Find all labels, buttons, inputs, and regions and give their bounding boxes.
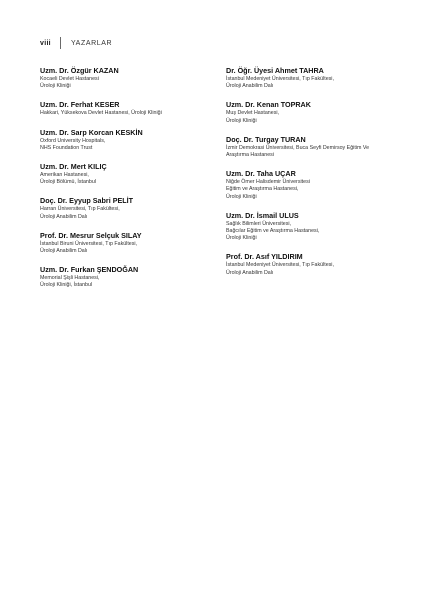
author-affiliation-line: Araştırma Hastanesi xyxy=(226,152,274,159)
author-affiliation-line: Üroloji Anabilim Dalı xyxy=(226,269,274,276)
authors-left-column xyxy=(40,66,210,300)
author-name: Prof. Dr. Asıf YILDIRIM xyxy=(226,252,303,262)
author-name: Doç. Dr. Turgay TURAN xyxy=(226,134,306,144)
author-name: Dr. Öğr. Üyesi Ahmet TAHRA xyxy=(226,66,324,75)
author-entry xyxy=(40,265,210,289)
author-name: Uzm. Dr. Kenan TOPRAK xyxy=(226,100,311,110)
author-name: Uzm. Dr. Furkan ŞENDOĞAN xyxy=(40,265,139,275)
author-entry xyxy=(40,162,210,186)
authors-right-column xyxy=(226,66,416,287)
author-entry xyxy=(40,231,210,255)
page-number: viii xyxy=(40,39,51,47)
author-entry xyxy=(40,128,210,152)
author-name: Uzm. Dr. Ferhat KESER xyxy=(40,100,120,110)
author-affiliation-line: Kocaeli Devlet Hastanesi xyxy=(40,76,99,82)
author-affiliation-line: Üroloji Anabilim Dalı xyxy=(226,83,274,90)
author-affiliation-line: Memorial Şişli Hastanesi, xyxy=(40,275,100,282)
header-divider xyxy=(60,37,61,49)
author-affiliation-line: Niğde Ömer Halisdemir Üniversitesi xyxy=(226,179,310,186)
author-name: Prof. Dr. Mesrur Selçuk SILAY xyxy=(40,230,142,240)
author-affiliation-line: Sağlık Bilimleri Üniversitesi, xyxy=(226,220,292,227)
author-affiliation-line: Harran Üniversitesi, Tıp Fakültesi, xyxy=(40,206,120,213)
author-entry xyxy=(226,100,416,124)
author-entry xyxy=(226,252,416,276)
author-name: Uzm. Dr. Taha UÇAR xyxy=(226,169,296,179)
author-affiliation-line: İstanbul Medeniyet Üniversitesi, Tıp Fakültesi, xyxy=(226,76,334,82)
author-affiliation-line: Üroloji Kliniği, İstanbul xyxy=(40,282,93,289)
author-name: Uzm. Dr. Sarp Korcan KESKİN xyxy=(40,127,143,137)
author-entry xyxy=(40,196,210,220)
author-affiliation-line: Üroloji Kliniği xyxy=(226,117,257,124)
author-affiliation-line: Bağcılar Eğitim ve Araştırma Hastanesi, xyxy=(226,228,320,235)
author-affiliation-line: Eğitim ve Araştırma Hastanesi, xyxy=(226,186,299,193)
author-entry xyxy=(226,211,416,243)
author-affiliation-line: İzmir Demokrasi Üniversitesi, Buca Seyfi Demirsoy Eğitim Ve xyxy=(226,144,370,151)
author-name: Uzm. Dr. Mert KILIÇ xyxy=(40,162,107,172)
author-entry xyxy=(40,100,210,117)
section-title: YAZARLAR xyxy=(70,39,113,47)
author-affiliation-line: İstanbul Medeniyet Üniversitesi, Tıp Fakültesi, xyxy=(226,262,334,269)
author-affiliation-line: Hakkari, Yüksekova Devlet Hastanesi, Üroloji Kliniği xyxy=(40,110,162,117)
author-affiliation-line: Üroloji Kliniği xyxy=(226,235,257,242)
author-affiliation-line: İstanbul Biruni Üniversitesi, Tıp Fakültesi, xyxy=(40,240,138,247)
author-affiliation-line: Muş Devlet Hastanesi, xyxy=(226,110,279,117)
author-name: Uzm. Dr. Özgür KAZAN xyxy=(40,66,119,75)
author-affiliation-line: Üroloji Kliniği xyxy=(226,193,257,200)
author-affiliation-line: Üroloji Anabilim Dalı xyxy=(40,248,88,255)
author-entry xyxy=(226,135,416,159)
author-affiliation-line: Üroloji Bölümü, İstanbul xyxy=(40,179,96,186)
author-affiliation-line: NHS Foundation Trust xyxy=(40,144,93,151)
author-name: Doç. Dr. Eyyup Sabri PELİT xyxy=(40,196,134,206)
author-affiliation-line: Üroloji Kliniği xyxy=(40,83,71,90)
author-entry xyxy=(226,66,416,90)
author-name: Uzm. Dr. İsmail ULUS xyxy=(226,210,299,220)
author-entry xyxy=(40,66,210,90)
page-header xyxy=(40,37,112,49)
author-entry xyxy=(226,169,416,201)
author-affiliation-line: Amerikan Hastanesi, xyxy=(40,172,89,179)
author-affiliation-line: Üroloji Anabilim Dalı xyxy=(40,213,88,220)
author-affiliation-line: Oxford University Hospitals, xyxy=(40,137,106,144)
